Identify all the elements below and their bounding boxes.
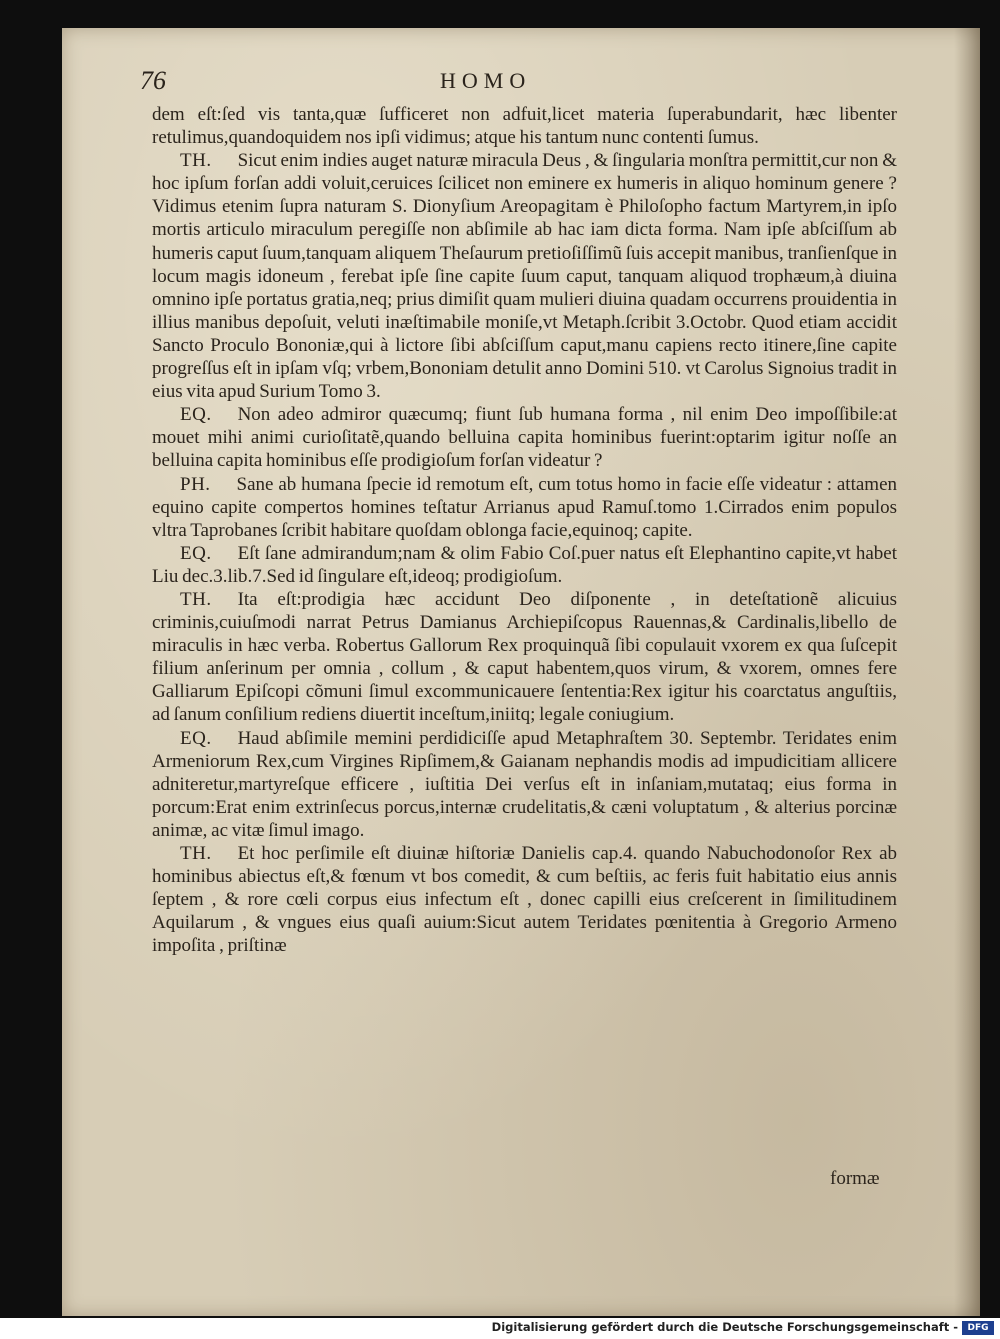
paragraph [152, 103, 897, 149]
body-text [152, 103, 897, 957]
digitization-footer [0, 1318, 1000, 1339]
paragraph-text: Ita eſt:prodigia hæc accidunt Deo diſponente , in deteſtationẽ alicuius criminis,cuiuſmodi narrat Petrus Damianus Archiepiſcopus Rauennas,& Cardinalis,libello de miraculis in hæc verba. Robertus Gallorum Rex proquinquã ſibi copulauit vxorem ex qua ſuſcepit filium anſerinum per omnia , collum , & caput habentem,quos virum, & vxorem, omnes fere Galliarum Epiſcopi cõmuni ſimul excommunicauere ſententia:Rex igitur his coarctatus anguſtiis, ad ſanum conſilium rediens diuertit inceſtum,iniitq; legale coniugium. [152, 588, 897, 726]
running-title: HOMO [440, 68, 532, 93]
speaker-label: EQ. [180, 542, 212, 564]
paragraph-text: Sicut enim indies auget naturæ miracula Deus , & ſingularia monſtra permittit,cur non & hoc ipſum forſan addi voluit,ceruices ſcilicet non eminere ex humeris in aliquo hominum genere ? Vidimus etenim ſupra naturam S. Dionyſium Areopagitam è Philoſopho factum Martyrem,in ipſo mortis articulo miraculum peregiſſe non abſimile ab hac iam dicta forma. Nam ipſe abſciſſum ab humeris caput ſuum,tanquam aliquem Theſaurum pretioſiſſimũ ſuis accepit manibus, tranſienſque in locum magis idoneum , ferebat ipſe ſine capite ſuum caput, tanquam aliquod trophæum,à diuina omnino ipſe portatus gratia,neq; prius dimiſit quam mulieri diuina quadam occurrens prouidentia in illius manibus depoſuit, veluti inæſtimabile moniſe,vt Metaph.ſcribit 3.Octobr. Quod etiam accidit Sancto Proculo Bononiæ,qui à lictore ſibi abſciſſum caput,manu capiens recto itinere,ſine capite progreſſus eſt in ipſam vſq; vrbem,Bononiam detulit anno Domini 510. vt Carolus Signoius tradit in eius vita apud Surium Tomo 3. [152, 150, 897, 403]
catchword: formæ [830, 1168, 880, 1189]
running-head [140, 66, 790, 100]
paragraph-text: dem eſt:ſed vis tanta,quæ ſufficeret non adfuit,licet materia ſuperabundarit, hæc libenter retulimus,quandoquidem nos ipſi vidimus; atque his tantum nunc contenti ſumus. [152, 104, 897, 149]
paragraph [152, 149, 897, 403]
paragraph-text: Et hoc perſimile eſt diuinæ hiſtoriæ Danielis cap.4. quando Nabuchodonoſor Rex ab hominibus abiectus eſt,& fœnum vt bos comedit, & cum beſtiis, ac feris fuit habitatio eius annis ſeptem , & rore cœli corpus eius infectum eſt , donec capilli eius creſcerent in ſimilitudinem Aquilarum , & vngues eius quaſi auium:Sicut autem Teridates pœnitentia à Gregorio Armeno impoſita , priſtinæ [152, 843, 897, 957]
paragraph-text: Haud abſimile memini perdidiciſſe apud Metaphraſtem 30. Septembr. Teridates enim Armeniorum Rex,cum Virgines Ripſimem,& Gaianam nephandis modis ad impudicitiam allicere adniteretur,martyreſque efficere , iuſtitia Dei verſus eſt in inſaniam,mutataq; eius forma in porcum:Erat enim extrinſecus porcus,internæ crudelitatis,& cæni voluptatum , & alterius porcinæ animæ, ac vitæ ſimul imago. [152, 727, 897, 841]
speaker-label: TH. [180, 150, 212, 172]
speaker-label: TH. [180, 843, 212, 864]
paragraph [152, 542, 897, 588]
paragraph [152, 588, 897, 727]
paragraph-text: Non adeo admiror quæcumq; fiunt ſub humana forma , nil enim Deo impoſſibile:at mouet mihi animi curioſitatẽ,quando belluina capita hominibus fuerint:optarim igitur noſſe an belluina capita hominibus eſſe prodigioſum forſan videatur ? [152, 404, 897, 472]
speaker-label: TH. [180, 588, 212, 610]
speaker-label: PH. [180, 473, 211, 495]
paragraph [152, 473, 897, 542]
footer-credit: Digitalisierung gefördert durch die Deutsche Forschungsgemeinschaft - [491, 1320, 958, 1334]
speaker-label: EQ. [180, 727, 212, 749]
paragraph-text: Sane ab humana ſpecie id remotum eſt, cum totus homo in facie eſſe videatur : attamen equino capite compertos homines teſtatur Arrianus apud Ramuſ.tomo 1.Cirrados enim populos vltra Taprobanes ſcribit habitare quoſdam oblonga facie,equinoq; capite. [152, 473, 897, 541]
paragraph-text: Eſt ſane admirandum;nam & olim Fabio Coſ.puer natus eſt Elephantino capite,vt habet Liu dec.3.lib.7.Sed id ſingulare eſt,ideoq; prodigioſum. [152, 542, 897, 587]
paragraph [152, 842, 897, 957]
page-gutter-shadow [954, 28, 980, 1316]
paragraph [152, 403, 897, 472]
page-number: 76 [140, 66, 166, 95]
paragraph [152, 727, 897, 842]
dfg-logo-icon: DFG [962, 1321, 994, 1335]
speaker-label: EQ. [180, 404, 212, 426]
